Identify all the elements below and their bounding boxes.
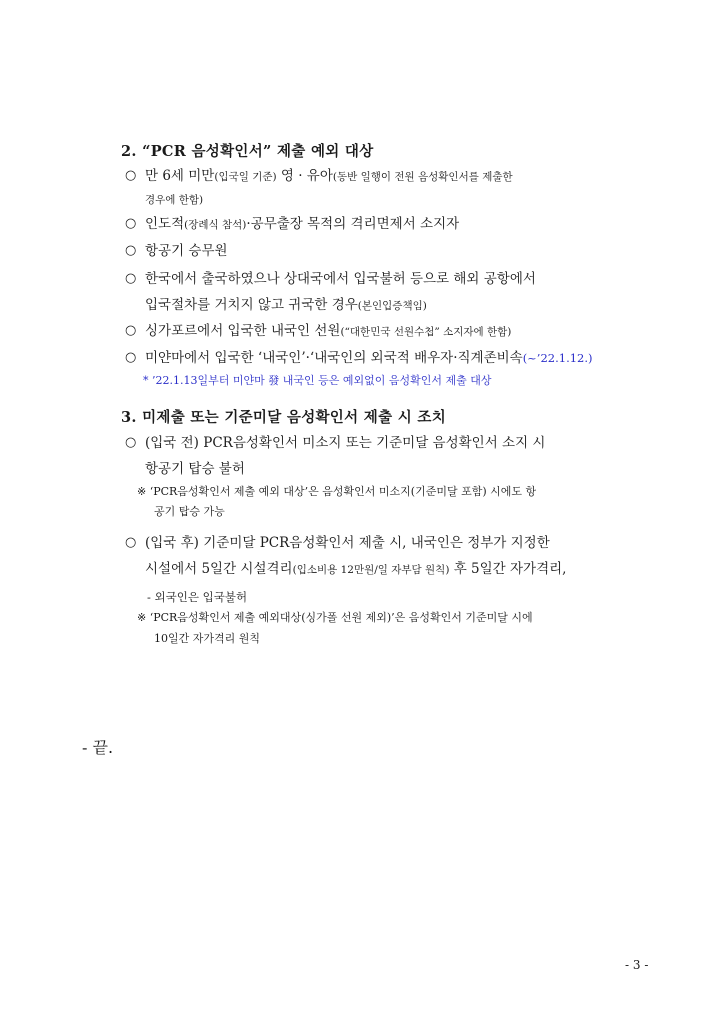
circle-bullet-icon: ○	[125, 168, 137, 183]
section-3-note-2-line-2: 10일간 자가격리 원칙	[154, 632, 260, 645]
item-note: (입소비용 12만원/일 자부담 원칙)	[292, 564, 450, 576]
item-note: (입국일 기준)	[214, 171, 277, 183]
item-line	[145, 211, 595, 238]
item-line	[145, 292, 595, 319]
item-note: 경우에 한함)	[145, 194, 204, 206]
item-note: (동반 일행이 전원 음성확인서를 제출한	[332, 171, 513, 183]
list-item	[125, 345, 595, 371]
circle-bullet-icon: ○	[125, 323, 137, 338]
item-text: 미얀마에서 입국한 ‘내국인’·‘내국인의 외국적 배우자·직계존비속	[145, 350, 523, 366]
section-3-note-2-line-1: ※ ‘PCR음성확인서 제출 예외대상(싱가폴 선원 제외)’은 음성확인서 기준미달 시에	[137, 611, 533, 624]
item-line	[145, 556, 595, 583]
item-text: 인도적	[145, 216, 185, 232]
section-3-note-1-line-2: 공기 탑승 가능	[154, 505, 225, 518]
item-text: 후 5일간 자가격리,	[449, 561, 567, 577]
item-text: 항공기 탑승 불허	[145, 461, 245, 477]
list-item	[125, 211, 595, 238]
list-item	[125, 266, 595, 319]
item-text: 영 · 유아	[276, 168, 333, 184]
end-mark: - 끝.	[82, 738, 114, 757]
item-note: (장례식 참석)	[184, 219, 247, 231]
list-item	[125, 238, 595, 264]
item-line	[145, 318, 595, 345]
item-text: 싱가포르에서 입국한 내국인 선원	[145, 323, 341, 339]
list-item	[125, 318, 595, 345]
section-3-note-1-line-1: ※ ‘PCR음성확인서 제출 예외 대상’은 음성확인서 미소지(기준미달 포함) 시에도 항	[137, 485, 537, 498]
item-line	[145, 345, 595, 371]
list-item	[125, 163, 595, 210]
item-date: (~’22.1.12.)	[522, 351, 593, 365]
page-number: - 3 -	[625, 958, 649, 972]
item-text: 만 6세 미만	[145, 168, 215, 184]
circle-bullet-icon: ○	[125, 535, 137, 550]
item-note: (본인입증책임)	[357, 300, 427, 312]
item-text: 항공기 승무원	[145, 243, 228, 259]
item-text: 한국에서 출국하였으나 상대국에서 입국불허 등으로 해외 공항에서	[145, 271, 536, 287]
item-text: ·공무출장 목적의 격리면제서 소지자	[246, 216, 460, 232]
item-text: 시설에서 5일간 시설격리	[145, 561, 293, 577]
item-text: 입국절차를 거치지 않고 귀국한 경우	[145, 297, 358, 313]
circle-bullet-icon: ○	[125, 350, 137, 365]
section-3-title: 3. 미제출 또는 기준미달 음성확인서 제출 시 조치	[121, 409, 447, 426]
item-note: (“대한민국 선원수첩” 소지자에 한함)	[340, 326, 512, 338]
item-subline: - 외국인은 입국불허	[147, 590, 248, 604]
circle-bullet-icon: ○	[125, 243, 137, 258]
circle-bullet-icon: ○	[125, 216, 137, 231]
item-text: (입국 후) 기준미달 PCR음성확인서 제출 시, 내국인은 정부가 지정한	[145, 535, 550, 551]
circle-bullet-icon: ○	[125, 435, 137, 450]
circle-bullet-icon: ○	[125, 271, 137, 286]
item-text: (입국 전) PCR음성확인서 미소지 또는 기준미달 음성확인서 소지 시	[145, 435, 546, 451]
list-item	[125, 530, 595, 611]
list-item	[125, 430, 595, 482]
section-2-note: * ’22.1.13일부터 미얀마 發 내국인 등은 예외없이 음성확인서 제출 대상	[143, 374, 492, 387]
item-line	[145, 163, 595, 190]
section-2-title: 2. “PCR 음성확인서” 제출 예외 대상	[121, 143, 374, 160]
